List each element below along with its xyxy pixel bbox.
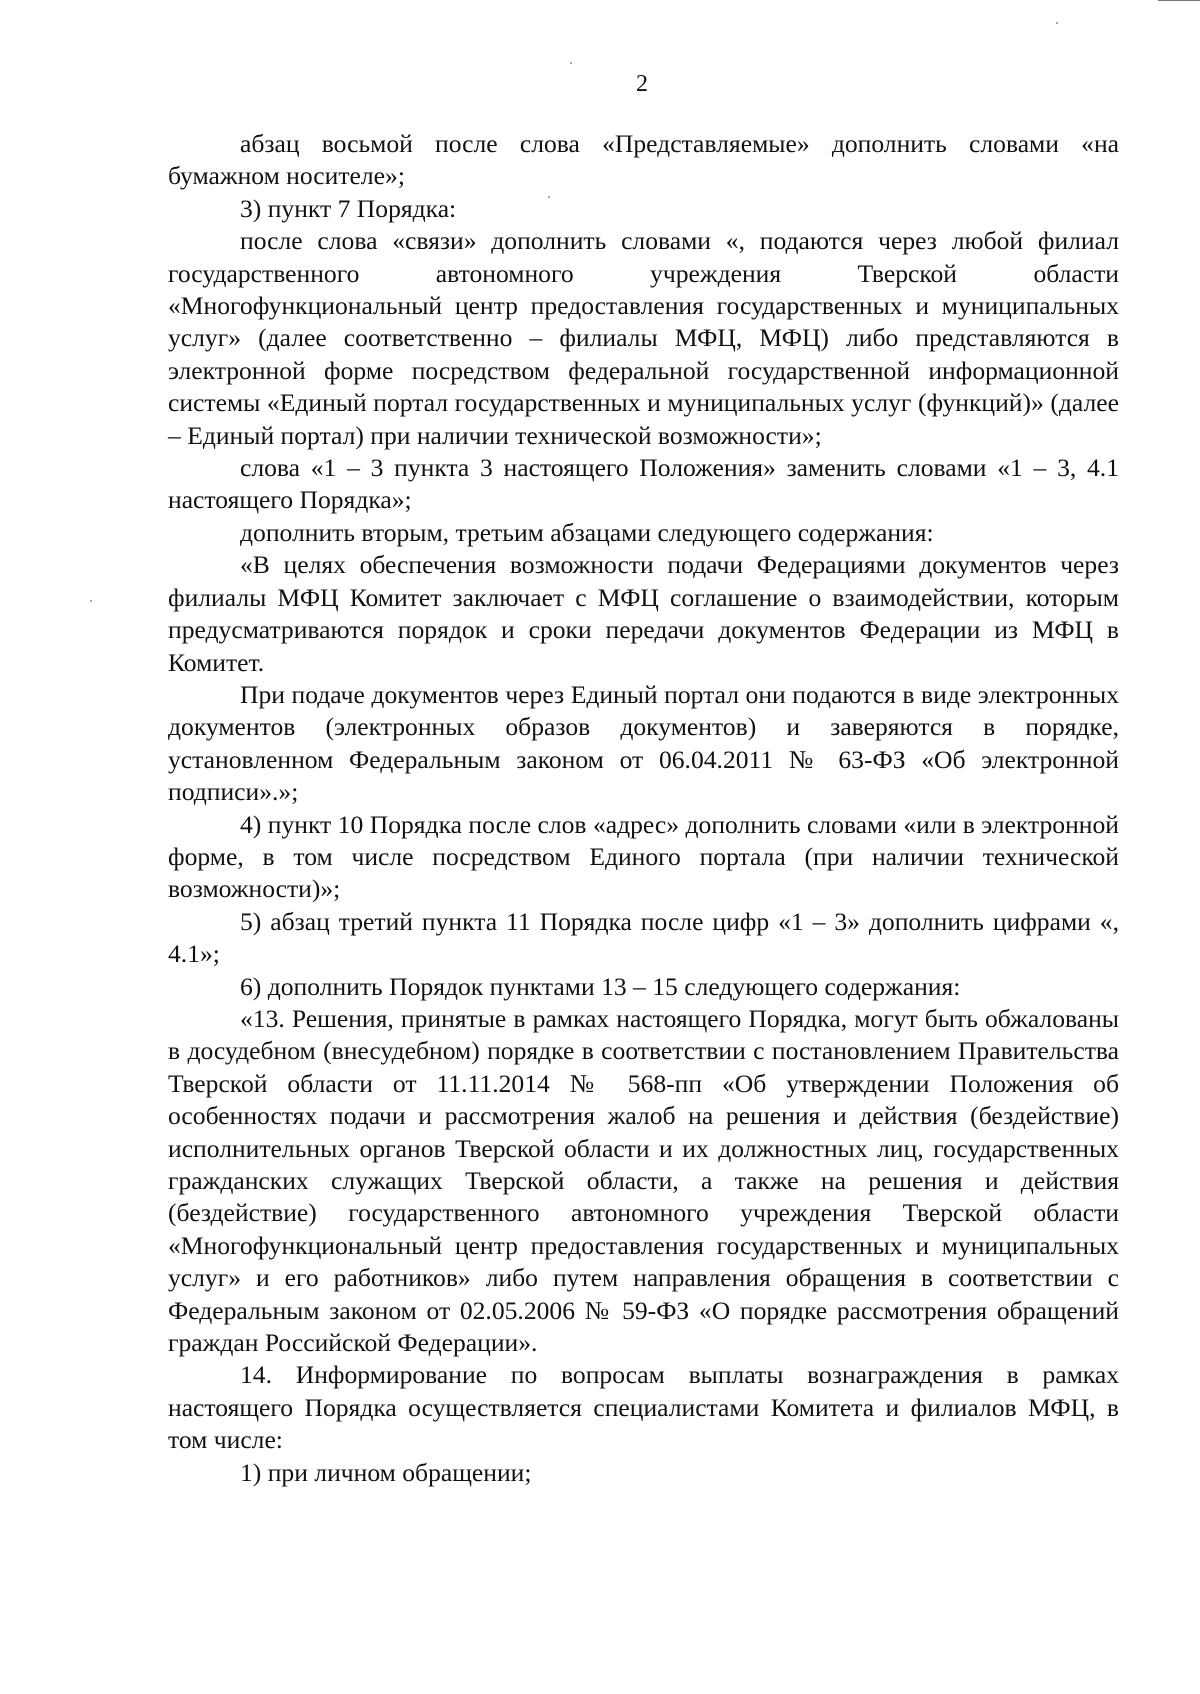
paragraph: дополнить вторым, третьим абзацами следующего содержания: <box>240 517 934 547</box>
paragraph: после слова «связи» дополнить словами «, подаются через любой филиал государственного автономного учреждения Тверской области «Многофункциональный центр предоставления государственных и муниципальных услуг» (далее соответственно – филиалы МФЦ, МФЦ) либо представляются в электронной форме посредством федеральной государственной информационной системы «Единый портал государственных и муниципальных услуг (функций)» (далее – Единый портал) при наличии технической возможности»; <box>168 226 1119 450</box>
paragraph: 5) абзац третий пункта 11 Порядка после цифр «1 – 3» дополнить цифрами «, 4.1»; <box>168 906 1119 969</box>
document-body <box>168 128 1119 1489</box>
paragraph: 6) дополнить Порядок пунктами 13 – 15 следующего содержания: <box>240 971 961 1001</box>
paragraph: слова «1 – 3 пункта 3 настоящего Положения» заменить словами «1 – 3, 4.1 настоящего Порядка»; <box>168 453 1119 515</box>
scan-edge-line <box>1158 0 1200 1</box>
paragraph: 4) пункт 10 Порядка после слов «адрес» дополнить словами «или в электронной форме, в том числе посредством Единого портала (при наличии технической возможности)»; <box>168 809 1119 904</box>
paragraph: 3) пункт 7 Порядка: <box>240 193 457 223</box>
paragraph: «В целях обеспечения возможности подачи Федерациями документов через филиалы МФЦ Комитет заключает с МФЦ соглашение о взаимодействии, которым предусматриваются порядок и сроки передачи документов Федерации из МФЦ в Комитет. <box>168 550 1119 677</box>
scan-speck <box>90 600 92 602</box>
scan-speck <box>570 62 572 64</box>
scan-speck <box>1056 22 1058 24</box>
paragraph: При подаче документов через Единый портал они подаются в виде электронных документов (электронных образов документов) и заверяются в порядке, установленном Федеральным законом от 06.04.2011 № 63-ФЗ «Об электронной подписи».»; <box>168 679 1119 807</box>
paragraph: 1) при личном обращении; <box>240 1457 532 1487</box>
paragraph: абзац восьмой после слова «Представляемые» дополнить словами «на бумажном носителе»; <box>168 129 1119 191</box>
page-number: 2 <box>636 71 648 97</box>
paragraph: «13. Решения, принятые в рамках настоящего Порядка, могут быть обжалованы в досудебном (внесудебном) порядке в соответствии с постановлением Правительства Тверской области от 11.11.2014 № 568-пп «Об утверждении Положения об особенностях подачи и рассмотрения жалоб на решения и действия (бездействие) исполнительных органов Тверской области и их должностных лиц, государственных гражданских служащих Тверской области, а также на решения и действия (бездействие) государственного автономного учреждения Тверской области «Многофункциональный центр предоставления государственных и муниципальных услуг» и его работников» либо путем направления обращения в соответствии с Федеральным законом от 02.05.2006 № 59-ФЗ «О порядке рассмотрения обращений граждан Российской Федерации». <box>168 1003 1119 1358</box>
paragraph: 14. Информирование по вопросам выплаты вознаграждения в рамках настоящего Порядка осуществляется специалистами Комитета и филиалов МФЦ, в том числе: <box>168 1360 1119 1455</box>
